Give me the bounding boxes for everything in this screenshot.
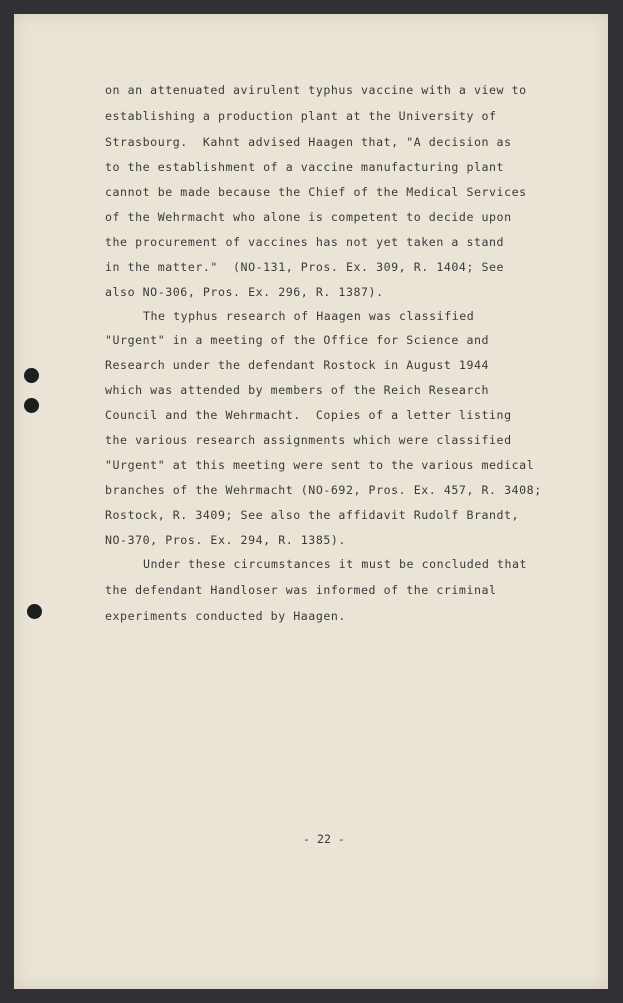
text-line: Strasbourg. Kahnt advised Haagen that, "A decision as (105, 135, 512, 149)
punch-hole-middle (24, 398, 39, 413)
text-line: "Urgent" at this meeting were sent to the various medical (105, 458, 535, 472)
page-number: - 22 - (303, 832, 345, 846)
text-line: Under these circumstances it must be concluded that (143, 557, 528, 571)
text-line: "Urgent" in a meeting of the Office for Science and (105, 333, 490, 347)
text-line: in the matter." (NO-131, Pros. Ex. 309, R. 1404; See (105, 260, 505, 274)
text-line: also NO-306, Pros. Ex. 296, R. 1387). (105, 285, 384, 299)
text-line: Research under the defendant Rostock in August 1944 (105, 358, 490, 372)
punch-hole-top (24, 368, 39, 383)
text-line: Rostock, R. 3409; See also the affidavit Rudolf Brandt, (105, 508, 520, 522)
text-line: establishing a production plant at the University of (105, 109, 497, 123)
text-line: the various research assignments which were classified (105, 433, 512, 447)
text-line: the procurement of vaccines has not yet taken a stand (105, 235, 505, 249)
text-line: to the establishment of a vaccine manufacturing plant (105, 160, 505, 174)
text-line: The typhus research of Haagen was classified (143, 309, 475, 323)
text-line: NO-370, Pros. Ex. 294, R. 1385). (105, 533, 346, 547)
text-line: which was attended by members of the Reich Research (105, 383, 490, 397)
text-line: of the Wehrmacht who alone is competent to decide upon (105, 210, 512, 224)
text-line: branches of the Wehrmacht (NO-692, Pros. Ex. 457, R. 3408; (105, 483, 542, 497)
text-line: Council and the Wehrmacht. Copies of a letter listing (105, 408, 512, 422)
text-line: the defendant Handloser was informed of the criminal (105, 583, 497, 597)
punch-hole-bottom (27, 604, 42, 619)
text-line: cannot be made because the Chief of the Medical Services (105, 185, 527, 199)
text-line: experiments conducted by Haagen. (105, 609, 346, 623)
text-line: on an attenuated avirulent typhus vaccine with a view to (105, 83, 527, 97)
